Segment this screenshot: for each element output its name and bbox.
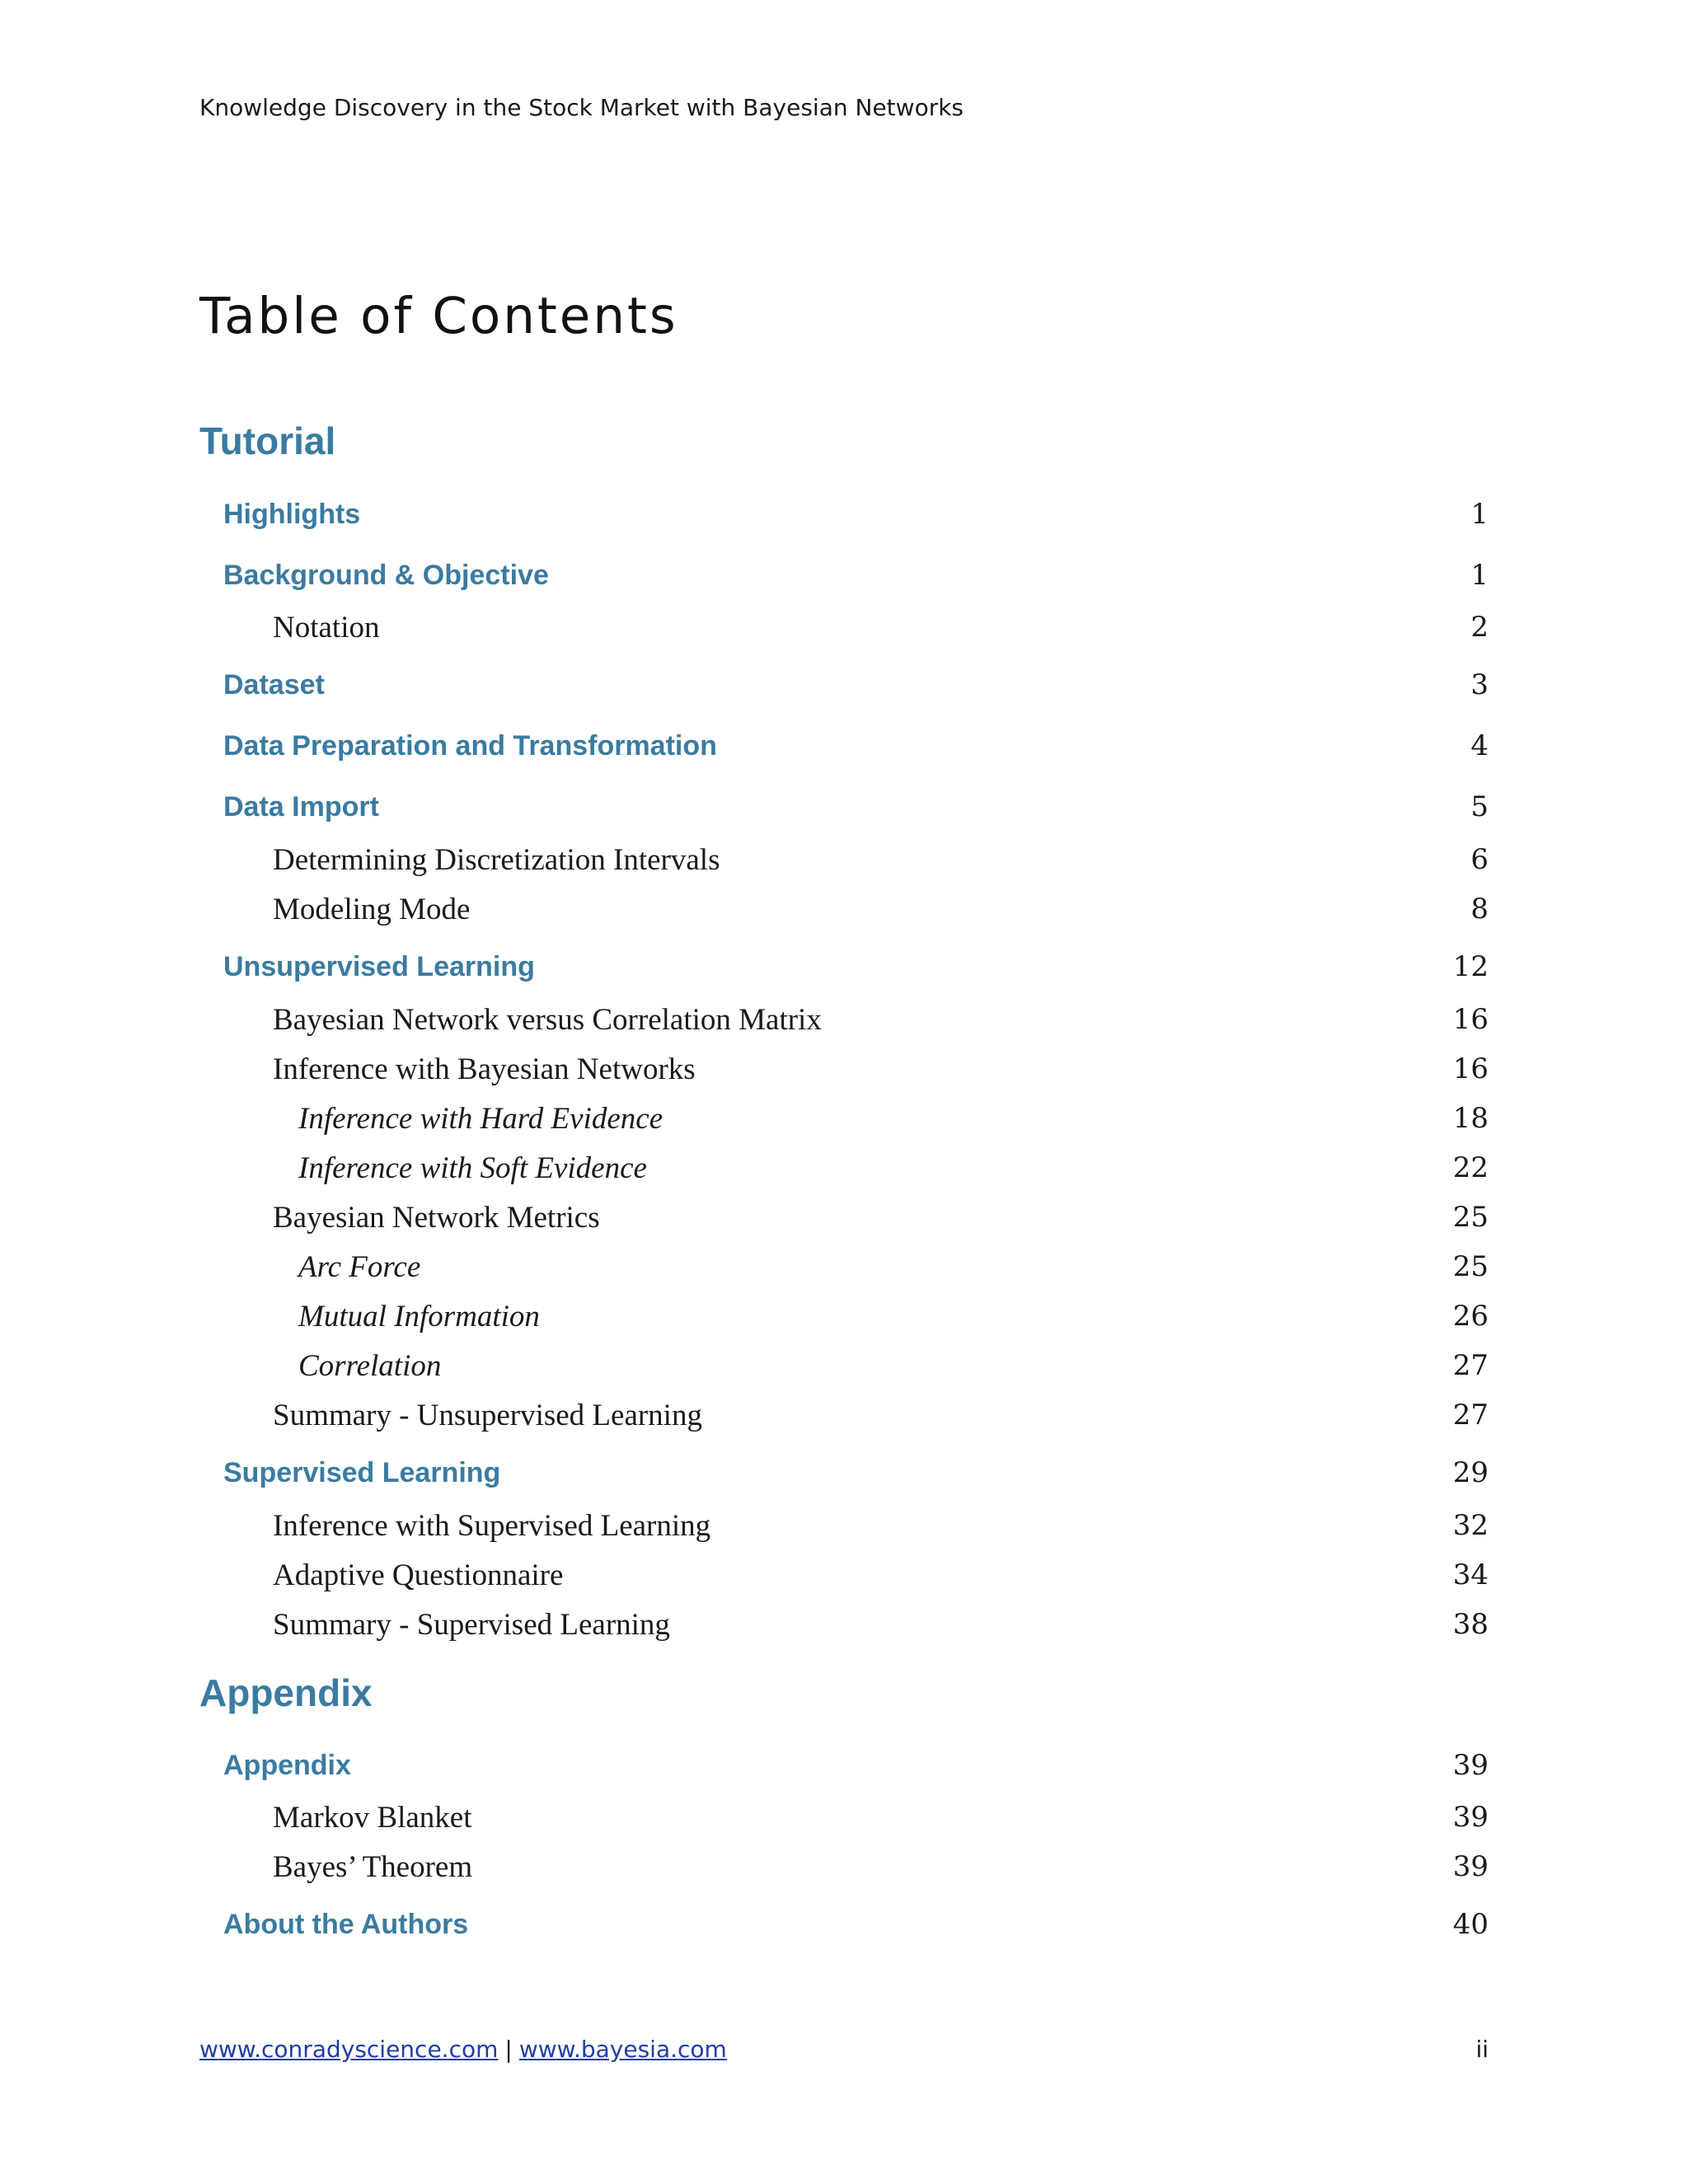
- toc-entry-mutual-information[interactable]: [0, 1293, 1489, 1339]
- toc-entry-summary-supervised[interactable]: [0, 1601, 1489, 1647]
- toc-entry-page: 38: [1452, 1608, 1489, 1641]
- toc-entry-page: 2: [1470, 611, 1489, 644]
- toc-entry-label: Appendix: [223, 1749, 351, 1781]
- toc-entry-bn-vs-correlation[interactable]: [0, 996, 1489, 1043]
- toc-entry-label: Correlation: [298, 1348, 442, 1383]
- toc-entry-label: Inference with Hard Evidence: [298, 1101, 663, 1136]
- toc-part-heading-tutorial: Tutorial: [199, 419, 336, 462]
- toc-entry-about-authors[interactable]: [0, 1901, 1489, 1947]
- toc-entry-hard-evidence[interactable]: [0, 1095, 1489, 1141]
- toc-entry-label: Modeling Mode: [273, 892, 471, 926]
- toc-entry-adaptive-questionnaire[interactable]: [0, 1552, 1489, 1598]
- toc-entry-page: 34: [1452, 1558, 1489, 1591]
- toc-entry-label: Unsupervised Learning: [223, 950, 535, 982]
- toc-entry-arc-force[interactable]: [0, 1244, 1489, 1290]
- toc-entry-label: Inference with Bayesian Networks: [273, 1052, 696, 1086]
- toc-entry-page: 39: [1452, 1850, 1489, 1883]
- toc-entry-label: Summary - Supervised Learning: [273, 1607, 670, 1642]
- toc-entry-page: 25: [1452, 1201, 1489, 1234]
- toc-entry-label: Data Preparation and Transformation: [223, 729, 717, 762]
- toc-entry-label: Summary - Unsupervised Learning: [273, 1398, 702, 1432]
- toc-entry-page: 12: [1452, 950, 1489, 983]
- running-header: Knowledge Discovery in the Stock Market with Bayesian Networks: [199, 94, 964, 121]
- footer-link-conradyscience[interactable]: www.conradyscience.com: [199, 2035, 499, 2063]
- toc-entry-page: 40: [1452, 1908, 1489, 1941]
- toc-entry-correlation[interactable]: [0, 1343, 1489, 1389]
- toc-entry-page: 8: [1470, 893, 1489, 926]
- toc-entry-label: Highlights: [223, 498, 361, 530]
- toc-entry-page: 26: [1452, 1300, 1489, 1333]
- toc-part-heading-appendix: Appendix: [199, 1671, 373, 1714]
- toc-entry-label: Inference with Soft Evidence: [298, 1151, 647, 1185]
- toc-entry-data-preparation[interactable]: [0, 723, 1489, 769]
- toc-entry-label: Supervised Learning: [223, 1456, 501, 1488]
- toc-entry-inference-supervised[interactable]: [0, 1502, 1489, 1549]
- toc-entry-label: Bayes’ Theorem: [273, 1849, 473, 1884]
- toc-entry-page: 27: [1452, 1399, 1489, 1432]
- toc-entry-page: 18: [1452, 1102, 1489, 1135]
- toc-entry-unsupervised-learning[interactable]: [0, 944, 1489, 990]
- toc-entry-page: 3: [1470, 668, 1489, 701]
- toc-entry-modeling-mode[interactable]: [0, 886, 1489, 932]
- toc-entry-label: About the Authors: [223, 1908, 469, 1940]
- page-footer: [199, 2032, 1489, 2065]
- toc-entry-label: Determining Discretization Intervals: [273, 842, 720, 877]
- toc-entry-label: Markov Blanket: [273, 1800, 472, 1835]
- footer-link-bayesia[interactable]: www.bayesia.com: [518, 2035, 727, 2063]
- toc-entry-dataset[interactable]: [0, 662, 1489, 708]
- toc-entry-summary-unsupervised[interactable]: [0, 1392, 1489, 1438]
- toc-entry-background-objective[interactable]: [0, 552, 1489, 598]
- toc-entry-markov-blanket[interactable]: [0, 1794, 1489, 1840]
- toc-entry-label: Adaptive Questionnaire: [273, 1558, 564, 1592]
- toc-entry-page: 39: [1452, 1749, 1489, 1782]
- toc-entry-label: Arc Force: [298, 1249, 421, 1284]
- toc-entry-discretization-intervals[interactable]: [0, 837, 1489, 883]
- toc-entry-notation[interactable]: [0, 604, 1489, 650]
- toc-entry-label: Notation: [273, 610, 380, 644]
- toc-entry-highlights[interactable]: [0, 491, 1489, 537]
- toc-entry-bn-metrics[interactable]: [0, 1194, 1489, 1240]
- toc-entry-supervised-learning[interactable]: [0, 1450, 1489, 1496]
- toc-entry-page: 39: [1452, 1801, 1489, 1834]
- toc-entry-page: 32: [1452, 1509, 1489, 1542]
- toc-entry-page: 4: [1470, 729, 1489, 762]
- toc-entry-label: Inference with Supervised Learning: [273, 1508, 711, 1543]
- page-title: Table of Contents: [199, 287, 678, 345]
- toc-entry-page: 27: [1452, 1349, 1489, 1382]
- toc-entry-page: 16: [1452, 1003, 1489, 1036]
- toc-entry-page: 1: [1470, 498, 1489, 531]
- toc-entry-label: Dataset: [223, 668, 325, 701]
- toc-entry-label: Data Import: [223, 790, 379, 823]
- toc-entry-page: 1: [1470, 559, 1489, 592]
- toc-entry-page: 29: [1452, 1456, 1489, 1489]
- toc-entry-page: 25: [1452, 1250, 1489, 1283]
- toc-entry-appendix[interactable]: [0, 1742, 1489, 1788]
- toc-entry-page: 5: [1470, 790, 1489, 823]
- toc-entry-soft-evidence[interactable]: [0, 1145, 1489, 1191]
- footer-separator: |: [504, 2035, 513, 2063]
- toc-entry-page: 22: [1452, 1151, 1489, 1184]
- toc-entry-label: Bayesian Network versus Correlation Matrix: [273, 1002, 822, 1037]
- toc-entry-label: Bayesian Network Metrics: [273, 1200, 600, 1235]
- toc-entry-data-import[interactable]: [0, 784, 1489, 830]
- toc-entry-page: 6: [1470, 843, 1489, 876]
- footer-page-number: ii: [1475, 2035, 1489, 2063]
- toc-entry-bayes-theorem[interactable]: [0, 1844, 1489, 1890]
- toc-entry-label: Mutual Information: [298, 1299, 540, 1333]
- toc-entry-label: Background & Objective: [223, 559, 549, 591]
- toc-entry-inference-bn[interactable]: [0, 1046, 1489, 1092]
- toc-entry-page: 16: [1452, 1052, 1489, 1085]
